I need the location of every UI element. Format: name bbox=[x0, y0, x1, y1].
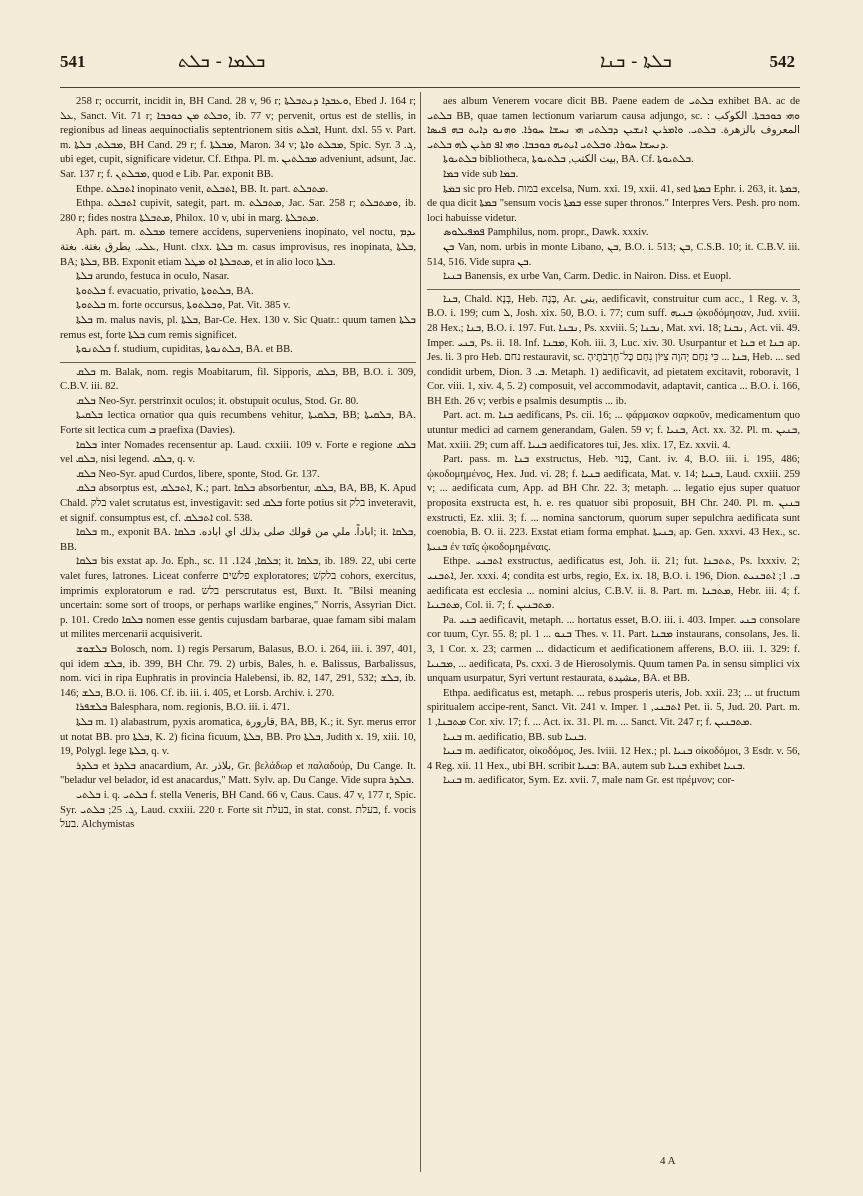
lexicon-entry: ܒܢܝܐ m. aedificatio, BB. sub ܒܢܝܐ. bbox=[443, 731, 587, 743]
lexicon-entry: ܒܡܐ vide sub ܒܡܐ. bbox=[443, 168, 519, 180]
left-column bbox=[60, 95, 416, 1196]
lexicon-entry: ܒܠܩܝܬܐ lectica ornatior qua quis recumbens vehitur, ܒܠܩܝܬܐ, BB; ܒܠܩܝܬܐ, BA. Forte sit lectica cum ܒ praefixa (Davies). bbox=[60, 410, 416, 437]
lexicon-entry: Pa. ܒܢܝ aedificavit, metaph. ... hortatus esset, B.O. iii. i. 403. Imper. ܒܢܝ consolare cor tuum, Cyr. 55. 8; pl. ܒܢܘ ... 1 Thes. v. 11. Part. ܡܒܢܐ instaurans, consolans, Jes. li. 3, 1 Cor. x. 23; carmen ... didacticum et aedificationem afferens, B.O. iii. 1. 329: f. ܡܒܢܝܐ, ... aedificata, Ps. cxxi. 3 de Hierosolymis. Quum tamen Pa. in sensu simplici vix unquam usurpatur, Syri vertunt restaurata, مشيدة, BA. et BB. bbox=[427, 614, 800, 685]
lexicon-entry: Part. pass. m. ܒܢܐ exstructus, Heb. בָּנוּי, Cant. iv. 4, B.O. iii. i. 195, 486; ᾠκοδομημένος, Hex. Jud. vi. 28; f. ܒܢܝܐ aedificata, Mat. v. 14; ܒܢܝܐ, Laud. cxxiii. 259 v; ... aedificata cum, App. ad BH Chr. 22. 3; metaph. ... legatio ejus super quatuor proposita exstructa est, h. e. res quatuor sibi proposuit, BH Chr. 240. Pl. m. ܒܢܝܢ exstructi, Ez. xlii. 3; f. ... nomina sanctorum, quorum super sepulchra aedificata sunt coenobia, B. O. ii. 223. Exstat etiam forma emphat. ܒܢܝܬܐ, ap. Gen. xxxvi. 43 Hex., sc. ܒܢܝܬܐ ἐν ταῖς ᾠκοδομημέναις. bbox=[427, 454, 800, 553]
lexicon-entry: ܒܠܬܘܬܐ f. evacuatio, privatio, ܒܠܬܘܬܐ, BA. bbox=[76, 285, 254, 297]
lexicon-entry: Ethpa. ܐܬܒܠܬ cupivit, sategit, part. m. ܡܬܒܠܬ, Jac. Sar. 258 r; ܘܡܬܒܠܬ, ib. 280 r; fides nostra ܡܬܒܠܬܐ, Philox. 10 v, ubi in marg. ܡܬܒܠܬܐ. bbox=[60, 198, 416, 224]
lexicon-entry: aes album Venerem vocare dicit BB. Paene eadem de ܒܠܬܝ exhibet BA. ac de ܒܠܬܝ BB, quae tamen lectionum variarum causa adjungo, sc. : ܘܗܝ ܟܘܟܒܬܐ. الكوكب المعروف بالزهرة. ܒܠܬܝ. ܘܐܡܪܝܢ ܐܢܫܝܢ ܕܒܠܬܝ ܗܝ ܢܚܫܐ ܚܘܪܐ. ܘܗܢܘ ܕܐܝܬ ܒܗ ܦܝܣܐ ܕܢܚܫܐ ܚܘܪܐ. ܘܒܠܬܝ ܐܝܬܝܗ ܟܘܟܒܐ. ܘܗܝ ܐܦ ܩܪܝܢ ܠܗ ܒܠܬܝ. bbox=[427, 96, 800, 151]
lexicon-entry: ܒܠܩܐ bis exstat ap. Jo. Eph., sc. ܒܠܩܐ, 124. 11; it. ܒܠܩܐ, ib. 189. 22, ubi certe valet fures, latrones. Liceat conferre פלשׁים exploratores; בלקשׁ cohors, exercitus, imprimis exploratorum e rad. בלש perscrutatus est, Buxt. It. "Bilsi meaning uncertain: some sort of troops, or perhaps warlike engines," Norris, Assyrian Dict. p. 101. Credo ܒܠܩܐ nomen esse gentis cujusdam barbarae, quae famam sibi malam ut milites mercenarii acquisiverit. bbox=[60, 556, 416, 641]
lexicon-entry: Part. act. m. ܒܢܐ aedificans, Ps. cii. 16; ... φάρμακον σαρκοῦν, medicamentum quo utuntur medici ad carnem generandam, Galen. 59 v; f. ܒܢܝܐ, Act. xx. 32. Pl. m. ܒܢܝܢ, Mat. xxiii. 29; cum aff. ܒܢܝܐ aedificatores tui, Jes. xlix. 17, Ez. xxvii. 4. bbox=[427, 410, 800, 451]
lexicon-entry: ܒܠܩ m. Balak, nom. regis Moabitarum, fil. Sipporis, ܒܠܩ, BB, B.O. i. 309, C.B.V. iii. 82. bbox=[60, 362, 416, 395]
lexicon-entry: ܒܢܐ, Chald. בְּנָא, Heb. בָּנָה, Ar. بنى, aedificavit, construitur cum acc., 1 Reg. v. 3, B.O. i. 199; cum ܠ, Josh. xix. 50, B.O. i. 77; cum suff. ܒܢܝܗ ᾠκοδόμησαν, Jud. xviii. 28 Hex.; ܒܢܐ, B.O. i. 197. Fut. ܢܒܢܐ, Ps. xxviii. 5; ܢܒܢܐ, Mat. xvi. 18; ܢܒܢܐ, Act. vii. 49. Imper. ܒܢܝ, Ps. ii. 18. Inf. ܡܒܢܐ, Koh. iii. 3, Luc. xiv. 30. Usurpantur et ܒܢܐ et ܒܢܐ ap. Jes. li. 3 pro Heb. נחם restauravit, sc. ܒܢܐ ... כִּי נִחַם יְהוָה צִיּוֹן נִחַם כָּל־חָרְבֹתֶיהָ, Heb. ... sed condidit urbem, Dion. ܒ. 3. Metaph. 1) aedificavit, ad pietatem excitavit, roboravit, 1 Cor. viii. 1, xiv. 4, 5. 2) composuit, vel accommodavit, adaptavit, cantica ... B.O. i. 166, BH Eth. 26 v; verbis e psalmis desumptis ... ib. bbox=[427, 289, 800, 410]
lexicon-entry: ܒܢܝܐ m. aedificator, οἰκοδόμος, Jes. lviii. 12 Hex.; pl. ܒܢܝܐ οἰκοδόμοι, 3 Esdr. v. 56, 4 Reg. xii. 11 Hex., ubi BH. scribit ܒܢܝܐ: BA. autem sub ܒܢܝܐ exhibet ܒܢܝܐ. bbox=[427, 746, 800, 772]
signature-mark: 4 A bbox=[660, 1155, 676, 1167]
lexicon-entry: ܒܢ Van, nom. urbis in monte Libano, ܒܢ, B.O. i. 513; ܒܢ, C.S.B. 10; it. C.B.V. iii. 514, 516. Vide supra ܒܢ. bbox=[427, 241, 800, 268]
lexicon-entry: ܒܠܬܐ m. malus navis, pl. ܒܠܬܐ, Bar-Ce. Hex. 130 v. Sic Quatr.: quum tamen ܒܠܬܐ remus est, forte ܒܠܬܐ cum remis significet. bbox=[60, 314, 416, 341]
lexicon-entry: Ethpe. ܐܬܒܢܝ exstructus, aedificatus est, Joh. ii. 21; fut. ܬܬܒܢܐ, Ps. lxxxiv. 2; ܐܬܒܢܝ, Jer. xxxi. 4; condita est urbs, regio, Ex. ix. 18, B.O. i. 196, Dion. ܒ. 1; ܐܬܒܢܝܬ aedificata est ecclesia ... nomini alcius, C.B.V. ii. 8. Part. m. ܡܬܒܢܐ, Hebr. iii. 4; f. ܡܬܒܢܝܐ, Col. ii. 7; f. ܡܬܒܢܝܢ. bbox=[427, 556, 800, 612]
lexicon-entry: Aph. part. m. ܡܒܠܬ temere accidens, superveniens inopinato, vel noctu, ܝܕܡ ܥܠܝ. يطرق بغتة. بغتة, Hunt. clxx. ܒܠܬܐ m. casus improvisus, res inopinata, ܒܠܬܐ, BA; ܒܠܬܐ, BB. Exponit etiam ܡܬܒܠܬܐ ܐܘ ܡܛܠ, et in alio loco ܒܠܬܐ. bbox=[60, 227, 416, 268]
lexicon-entry: Ethpe. ܐܬܒܠܬ inopinato venit, ܐܬܒܠܬ, BB. It. part. ܡܬܒܠܬ. bbox=[76, 183, 329, 195]
lexicon-entry: ܒܠܩ absorptus est, ܐܬܒܠܩ, K.; part. ܒܠܩܐ absorbentur, ܒܠܩ, BA, BB, K. Apud Chald. בלק valet scrutatus est, investigavit: sed ܒܠܩ forte potius sit בלק inveteravit, et signif. consumptus est, cf. ܐܬܒܠܩ col. 538. bbox=[60, 483, 416, 524]
lexicon-entry: ܒܠܩ Neo-Syr. perstrinxit oculos; it. obstupuit oculus, Stod. Gr. 80. bbox=[76, 395, 359, 407]
page-header bbox=[60, 50, 795, 80]
lexicon-entry: Ethpa. aedificatus est, metaph. ... rebus prosperis uteris, Job. xxii. 23; ... ut fructum spiritualem accipe-rent, Sanct. Vit. 241 v. Imper. ܐܬܒܢܝ, 1 Pet. ii. 5, Jud. 20. Part. m. ܡܬܒܢܐ, 1 Cor. xiv. 17; f. ... Act. ix. 31. Pl. m. ... Sanct. Vit. 247 r; f. ܡܬܒܢܝܢ. bbox=[427, 687, 800, 728]
column-divider bbox=[420, 92, 421, 1172]
lexicon-entry: ܒܢܝܐ Banensis, ex urbe Van, Carm. Dedic. in Nairon. Diss. et Euopl. bbox=[443, 271, 732, 283]
lexicon-entry: ܒܢܝܐ m. aedificator, Sym. Ez. xvii. 7, male nam Gr. est πρέμνον; cor- bbox=[443, 775, 735, 787]
right-page-number: 542 bbox=[769, 52, 795, 71]
lexicon-entry: ܒܠܬܢܘܬܐ f. studium, cupiditas, ܒܠܬܢܘܬܐ, BA. et BB. bbox=[76, 344, 293, 356]
lexicon-entry: ܒܠܩܐ m., exponit BA. اباداً. ملي من قولك صلى بذلك اي اباده. ܒܠܩܐ; it. ܒܠܩܐ, BB. bbox=[60, 527, 416, 553]
left-running-head: ܒܠܡܐ - ܒܠܬ bbox=[178, 51, 266, 72]
left-page-number: 541 bbox=[60, 52, 86, 71]
lexicon-entry: ܒܠܩ Neo-Syr. apud Curdos, libere, sponte, Stod. Gr. 137. bbox=[76, 468, 320, 480]
lexicon-entry: ܦܡܦܝܠܘܣ Pamphilus, nom. propr., Dawk. xxxiv. bbox=[443, 227, 649, 239]
lexicon-entry: ܒܠܬܐ arundo, festuca in oculo, Nasar. bbox=[76, 271, 230, 283]
right-column bbox=[427, 95, 800, 1196]
lexicon-entry: ܒܠܬܝ i. q. ܒܠܬܝ f. stella Veneris, BH Cand. 66 v, Caus. Caus. 47 v, 177 r, Spic. Syr. ܓ. 25; ܒܠܬܝ, Laud. cxxiii. 220 r. Forte sit בעלת, in stat. const. בעלת, f. vocis בעל. Alchymistas bbox=[60, 789, 416, 831]
header-rule bbox=[60, 87, 800, 88]
lexicon-entry: ܒܠܬܝܘܬܐ bibliotheca, بيت الكتب, ܒܠܬܝܘܬܐ, BA. Cf. ܒܠܬܝܘܬܐ. bbox=[443, 154, 694, 166]
lexicon-entry: 258 r; occurrit, incidit in, BH Cand. 28 v, 96 r; ܘܥܒܕܐ ܕܢܬܒܠܬܐ, Ebed J. 164 r; ܥܠ, Sanct. Vit. 71 r; ܘܒܠܬ ܡܢ ܟܘܟܒܐ, ib. 77 v; pervenit, ortus est de stellis, in regionibus ad lineas aequinoctialis septentrionem sitis ܐܒܠܬ, Hunt. dxl. 55 v. Part. m. ܡܒܠܬ, ܒܠܬܐ, BH Cand. 29 r; f. ܡܒܠܬܐ, Maron. 34 v; ܡܒܠܬ ܘܐܬܐ, Spic. Syr. ܓ. 3, ubi eget, cupit, significare videtur. Cf. Ethpa. Pl. m. ܡܒܠܬܝܢ adveniunt, adsunt, Jac. Sar. 137 r; f. ܡܒܠܬܢ, quod e Lib. Par. exponit BB. bbox=[60, 96, 416, 180]
lexicon-entry: ܒܠܩܐ inter Nomades recensentur ap. Laud. cxxiii. 109 v. Forte e regione ܒܠܩ vel ܒܠܩ, nisi legend. ܒܠܩ, q. v. bbox=[60, 439, 416, 466]
lexicon-entry: ܒܡܬܐ sic pro Heb. במות excelsa, Num. xxi. 19, xxii. 41, sed ܒܡܬܐ Ephr. i. 263, it. ܒܡܬܐ, de qua dicit ܒܡܬܐ "sensum vocis ܒܡܬܐ esse super thronos." Interpres Vers. Pesh. pro nom. loci habuisse videtur. bbox=[427, 183, 800, 224]
lexicon-entry: ܒܠܬܘܬܐ m. forte occursus, ܘܒܠܬܘܬܐ, Pat. Vit. 385 v. bbox=[76, 300, 291, 312]
lexicon-entry: ܒܠܫܘܫ Bolosch, nom. 1) regis Persarum, Balasus, B.O. i. 264, iii. i. 397, 401, qui idem ܒܠܫ, ib. 399, BH Chr. 79. 2) urbis, Bales, h. e. Balissus, Barbalissus, nom. vici in ripa Euphratis in provincia Halebensi, ib. 82, 147, 291, 532; ܒܠܫ, ib. 146; ܒܠܫ, B.O. ii. 106. Cf. ib. iii. i. 405, et Lorsb. Archiv. i. 270. bbox=[60, 643, 416, 699]
lexicon-entry: ܒܠܬܐ m. 1) alabastrum, pyxis aromatica, قارورة, BA, BB, K.; it. Syr. merus error ut notat BB. pro ܒܠܬܐ, K. 2) ficina ficuum, ܒܠܬܐ, BB. Pro ܒܠܬܐ, Judith x. 19, xiii. 10, 19, Polygl. lege ܒܠܬܐ, q. v. bbox=[60, 716, 416, 758]
right-running-head: ܒܠܬܐ - ܒܢܐ bbox=[600, 51, 672, 72]
lexicon-entry: ܒܠܫܦܪܐ Balesphara, nom. regionis, B.O. iii. i. 471. bbox=[76, 702, 290, 714]
lexicon-entry: ܒܠܕܪ et ܒܠܕܪ anacardium, Ar. بلاذر, Gr. βελάδωρ et παλαδούρ, Du Cange. It. "beladur vel belador, id est anacardus," Matt. Sylv. ap. Du Cange. Vide supra ܒܠܕܪ. bbox=[60, 760, 416, 787]
